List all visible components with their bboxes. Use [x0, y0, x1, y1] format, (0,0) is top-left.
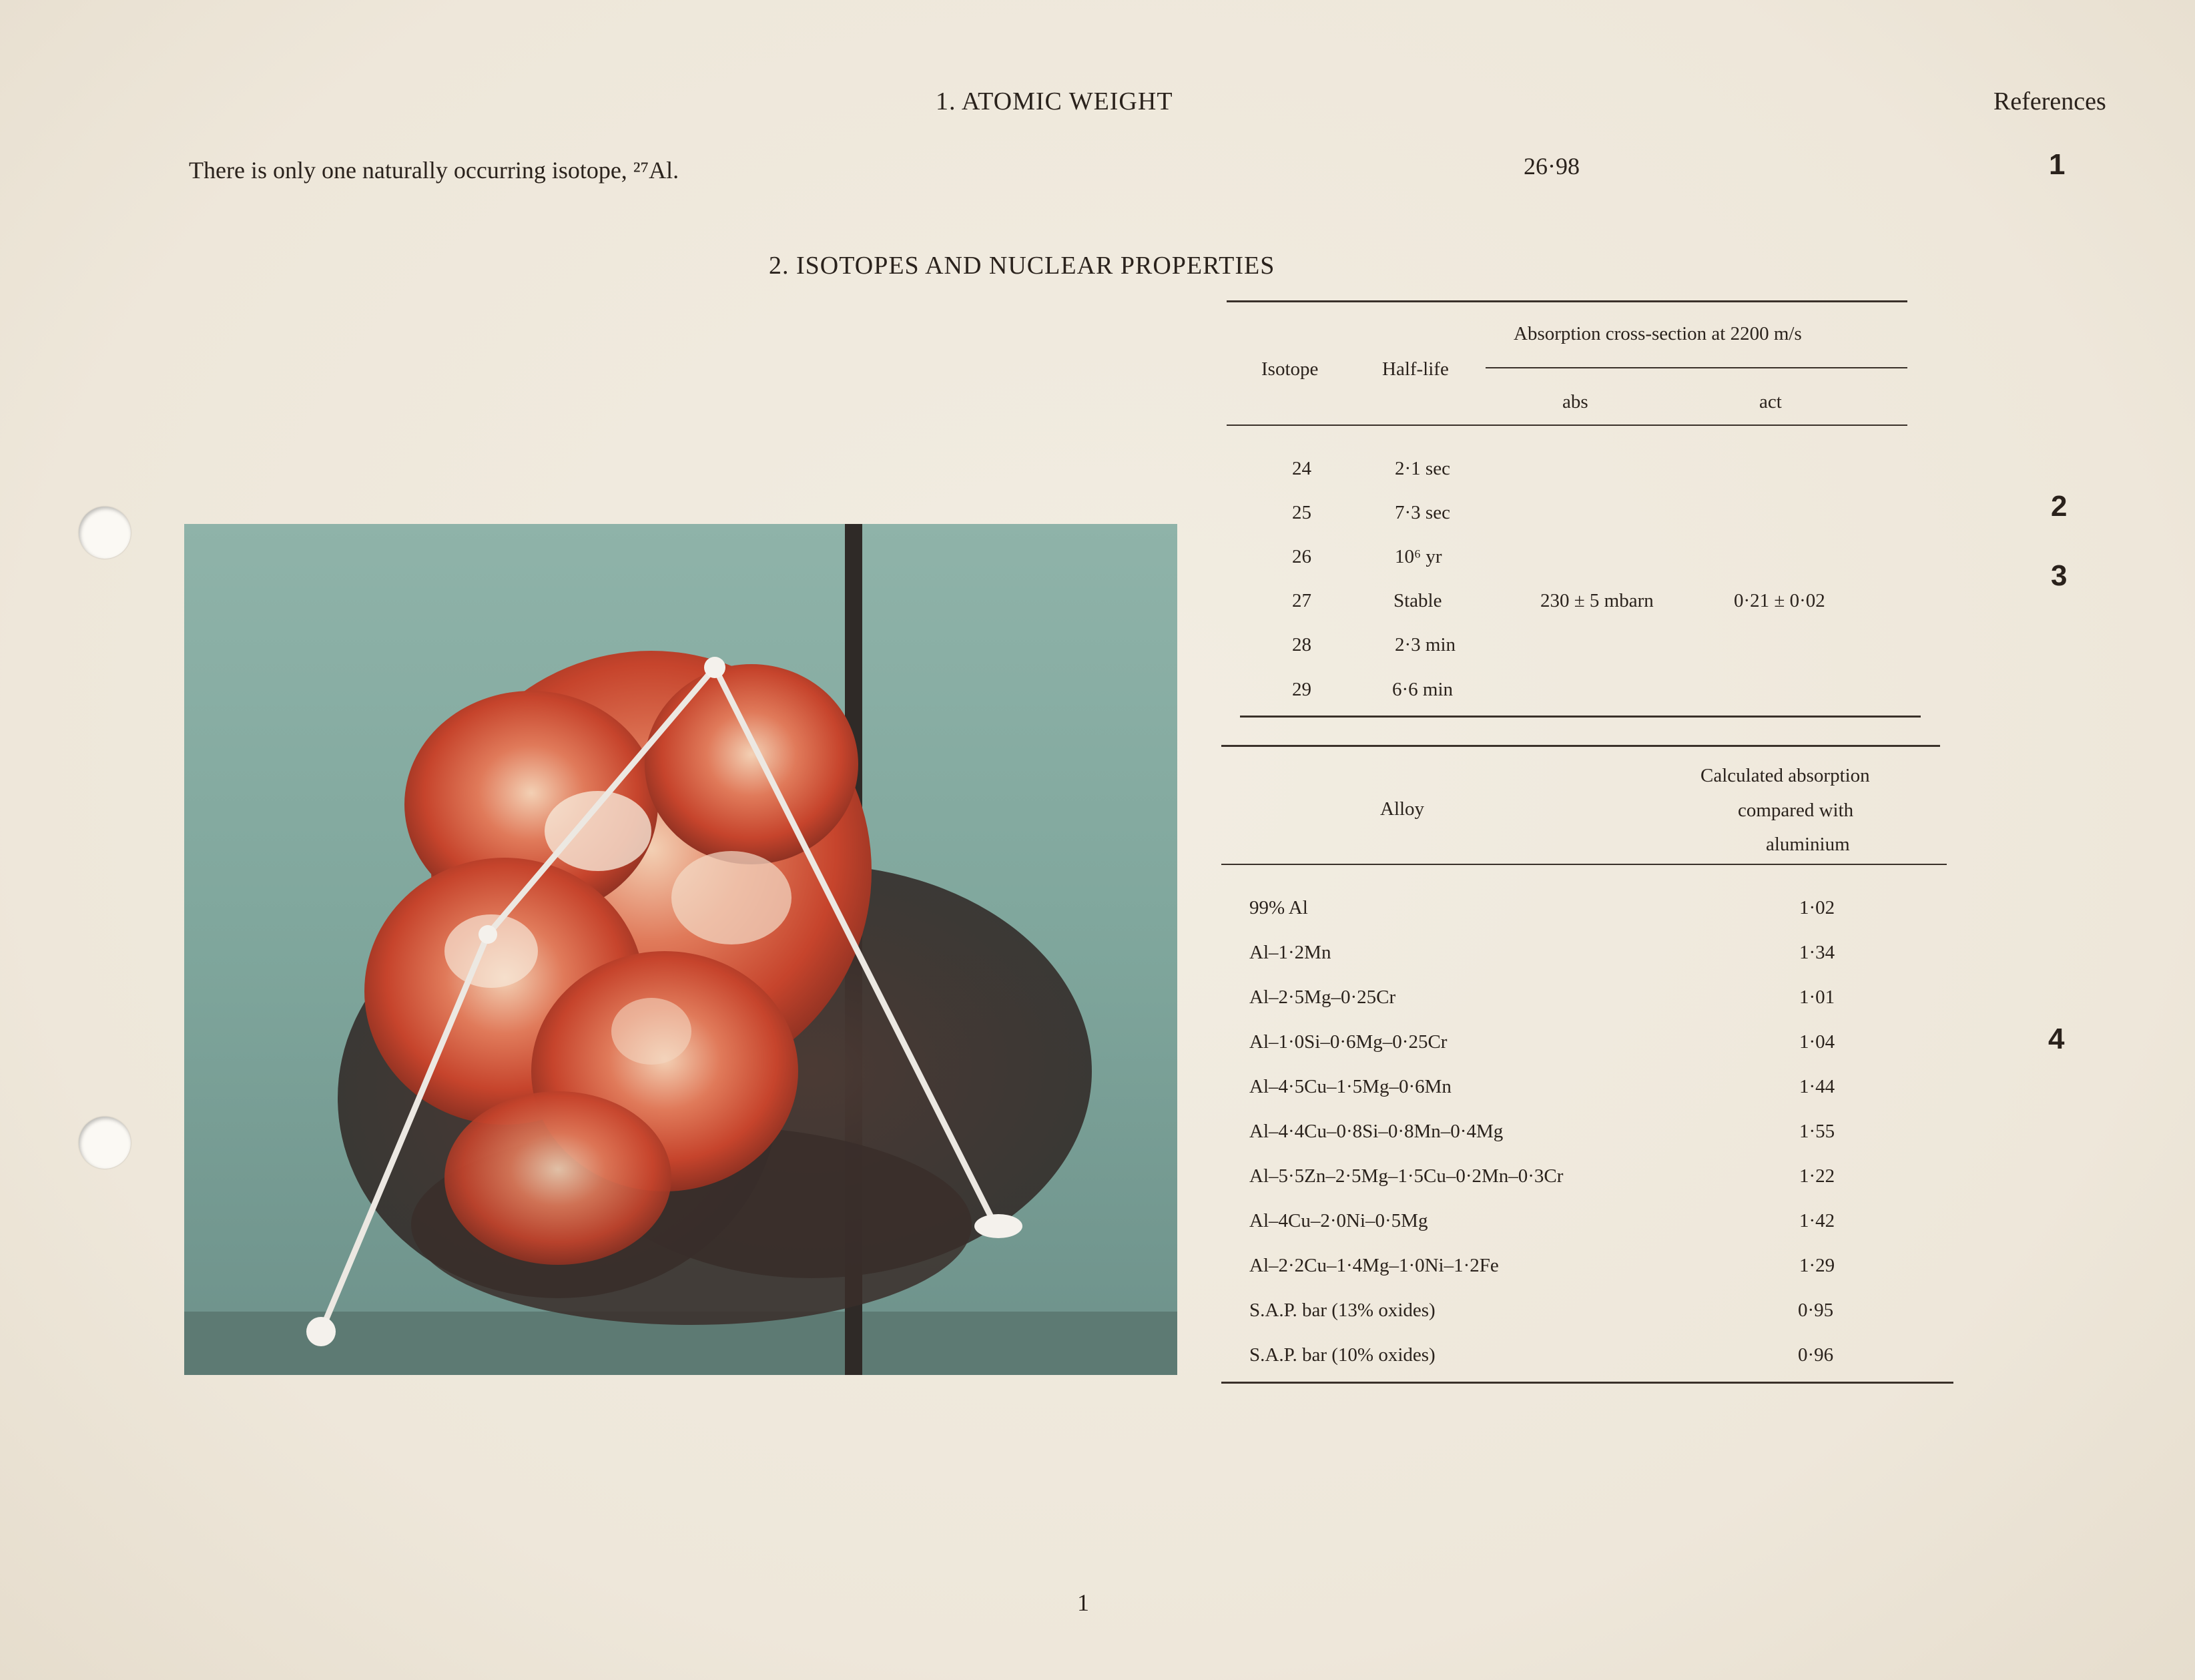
- half-life: Stable: [1393, 590, 1442, 611]
- calc-header-line1: Calculated absorption: [1700, 765, 1870, 786]
- alloy-value: 1·29: [1799, 1255, 1835, 1276]
- reference-3: 3: [2051, 559, 2068, 592]
- act-value: 0·21 ± 0·02: [1734, 590, 1825, 611]
- half-life: 2·3 min: [1395, 634, 1456, 655]
- alloy-name: 99% Al: [1249, 897, 1308, 918]
- section-1-title: 1. ATOMIC WEIGHT: [936, 87, 1173, 115]
- alloy-value: 1·55: [1799, 1121, 1835, 1142]
- alloy-name: Al–1·2Mn: [1249, 942, 1331, 963]
- binder-hole-bottom: [79, 1117, 131, 1169]
- binder-hole-top: [79, 507, 131, 559]
- half-life: 10⁶ yr: [1395, 546, 1442, 567]
- page-number: 1: [1077, 1589, 1089, 1616]
- isotope-number: 27: [1292, 590, 1311, 611]
- isotope-header-rule: [1227, 425, 1907, 426]
- alloy-value: 1·22: [1799, 1165, 1835, 1187]
- alloy-name: Al–1·0Si–0·6Mg–0·25Cr: [1249, 1031, 1448, 1053]
- alloy-name: Al–2·5Mg–0·25Cr: [1249, 987, 1396, 1008]
- references-heading: References: [1993, 87, 2106, 115]
- alloy-value: 1·04: [1799, 1031, 1835, 1053]
- alloy-name: Al–2·2Cu–1·4Mg–1·0Ni–1·2Fe: [1249, 1255, 1499, 1276]
- alloy-name: S.A.P. bar (10% oxides): [1249, 1344, 1436, 1366]
- isotope-number: 26: [1292, 546, 1311, 567]
- section-2-title: 2. ISOTOPES AND NUCLEAR PROPERTIES: [769, 252, 1275, 280]
- alloy-value: 0·96: [1798, 1344, 1834, 1366]
- reference-2: 2: [2051, 490, 2068, 523]
- isotope-number: 24: [1292, 458, 1311, 479]
- abs-header: abs: [1562, 391, 1588, 412]
- isotope-number: 28: [1292, 634, 1311, 655]
- isotope-table-top-rule: [1227, 300, 1907, 302]
- half-life: 2·1 sec: [1395, 458, 1450, 479]
- alloy-value: 0·95: [1798, 1300, 1834, 1321]
- alloy-name: Al–4Cu–2·0Ni–0·5Mg: [1249, 1210, 1428, 1231]
- isotope-table-bottom-rule: [1240, 716, 1921, 718]
- alloy-value: 1·44: [1799, 1076, 1835, 1097]
- isotope-header: Isotope: [1261, 358, 1319, 380]
- reference-1: 1: [2049, 148, 2066, 181]
- act-header: act: [1759, 391, 1782, 412]
- half-life-header: Half-life: [1382, 358, 1449, 380]
- alloy-header: Alloy: [1380, 798, 1425, 820]
- alloy-name: Al–4·5Cu–1·5Mg–0·6Mn: [1249, 1076, 1452, 1097]
- alloy-name: Al–4·4Cu–0·8Si–0·8Mn–0·4Mg: [1249, 1121, 1504, 1142]
- alloy-name: Al–5·5Zn–2·5Mg–1·5Cu–0·2Mn–0·3Cr: [1249, 1165, 1564, 1187]
- calc-header-line3: aluminium: [1766, 834, 1850, 855]
- alloy-name: S.A.P. bar (13% oxides): [1249, 1300, 1436, 1321]
- alloy-value: 1·34: [1799, 942, 1835, 963]
- alloy-table-top-rule: [1221, 745, 1940, 747]
- alloy-header-rule: [1221, 864, 1947, 865]
- cross-section-rule: [1486, 367, 1907, 368]
- explosion-photograph: [184, 524, 1177, 1375]
- reference-4: 4: [2048, 1023, 2065, 1055]
- alloy-value: 1·42: [1799, 1210, 1835, 1231]
- alloy-value: 1·01: [1799, 987, 1835, 1008]
- cross-section-header: Absorption cross-section at 2200 m/s: [1514, 323, 1802, 344]
- half-life: 7·3 sec: [1395, 502, 1450, 523]
- isotope-number: 29: [1292, 679, 1311, 700]
- alloy-value: 1·02: [1799, 897, 1835, 918]
- alloy-table-bottom-rule: [1221, 1382, 1953, 1384]
- abs-value: 230 ± 5 mbarn: [1540, 590, 1654, 611]
- half-life: 6·6 min: [1392, 679, 1454, 700]
- atomic-weight-text: There is only one naturally occurring isotope, ²⁷Al.: [189, 157, 679, 184]
- isotope-number: 25: [1292, 502, 1311, 523]
- calc-header-line2: compared with: [1738, 800, 1854, 821]
- atomic-weight-value: 26·98: [1524, 153, 1580, 180]
